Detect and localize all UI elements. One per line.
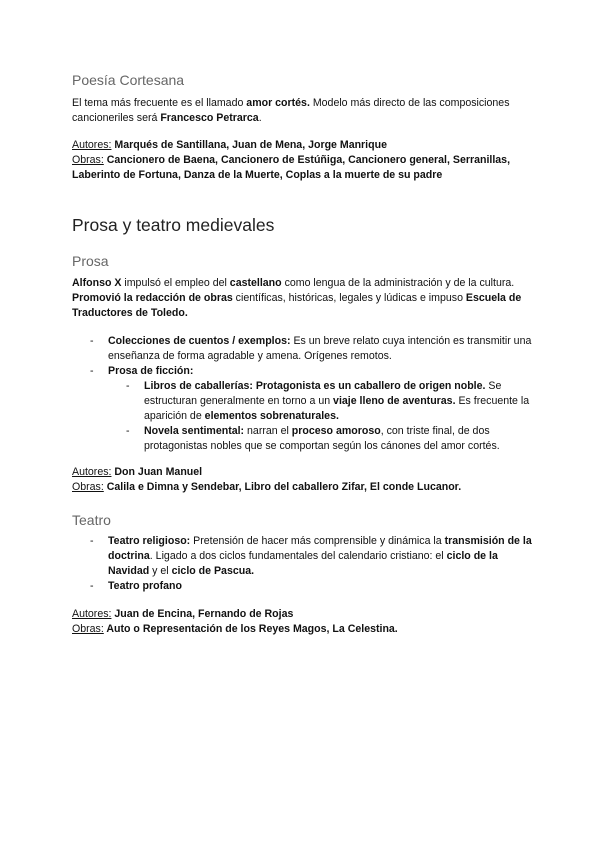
dash-bullet: - bbox=[126, 425, 130, 437]
text: científicas, históricas, legales y lúdicas e impuso bbox=[232, 292, 466, 304]
text: El tema más frecuente es el llamado bbox=[72, 97, 247, 109]
poesia-autores bbox=[72, 138, 542, 153]
section-heading-poesia: Poesía Cortesana bbox=[72, 72, 185, 88]
list-item-religioso bbox=[72, 534, 532, 579]
bold-text: ciclo de Pascua. bbox=[171, 565, 255, 577]
bold-text: amor cortés. bbox=[246, 97, 310, 109]
section-heading-teatro: Teatro bbox=[72, 512, 111, 528]
prosa-paragraph bbox=[72, 276, 532, 321]
text: Es frecuente la aparición de bbox=[144, 395, 530, 422]
ficcion-sublist bbox=[108, 379, 532, 454]
list-item-libros bbox=[108, 379, 532, 424]
obras-value: Auto o Representación de los Reyes Magos, La Celestina. bbox=[103, 623, 398, 635]
text: impulsó el empleo del bbox=[121, 277, 230, 289]
dash-bullet: - bbox=[90, 535, 94, 547]
teatro-list bbox=[72, 534, 532, 594]
dash-bullet: - bbox=[90, 335, 94, 347]
bold-text: proceso amoroso bbox=[291, 425, 381, 437]
bold-text: Francesco Petrarca bbox=[160, 112, 259, 124]
bold-text: Libros de caballerías: Protagonista es un caballero de origen noble. bbox=[144, 380, 486, 392]
bold-text: Teatro religioso: bbox=[108, 535, 191, 547]
bold-text: Escuela de Traductores de Toledo. bbox=[72, 292, 522, 319]
autores-value: Don Juan Manuel bbox=[111, 466, 203, 478]
bold-text: elementos sobrenaturales. bbox=[204, 410, 339, 422]
obras-label: Obras: bbox=[72, 154, 104, 166]
bold-text: Alfonso X bbox=[72, 277, 122, 289]
poesia-paragraph bbox=[72, 96, 532, 126]
prosa-autores bbox=[72, 465, 542, 480]
autores-value: Juan de Encina, Fernando de Rojas bbox=[111, 608, 294, 620]
obras-value: Calila e Dimna y Sendebar, Libro del caballero Zifar, El conde Lucanor. bbox=[103, 481, 462, 493]
dash-bullet: - bbox=[126, 380, 130, 392]
autores-value: Marqués de Santillana, Juan de Mena, Jorge Manrique bbox=[111, 139, 387, 151]
text: . bbox=[258, 112, 262, 124]
teatro-obras bbox=[72, 622, 542, 637]
list-item-profano bbox=[72, 579, 532, 594]
obras-label: Obras: bbox=[72, 623, 104, 635]
list-item-colecciones bbox=[72, 334, 532, 364]
bold-text: Promovió la redacción de obras bbox=[72, 292, 233, 304]
obras-label: Obras: bbox=[72, 481, 104, 493]
autores-label: Autores: bbox=[72, 139, 112, 151]
list-item-novela bbox=[108, 424, 532, 454]
text: Pretensión de hacer más comprensible y dinámica la bbox=[190, 535, 445, 547]
text: , con triste final, de dos protagonistas nobles que se comportan según los cánones del amor cortés. bbox=[144, 425, 500, 452]
section-heading-prosa-teatro: Prosa y teatro medievales bbox=[72, 215, 275, 235]
prosa-list bbox=[72, 334, 532, 454]
text: y el bbox=[149, 565, 172, 577]
obras-value: Cancionero de Baena, Cancionero de Estúñiga, Cancionero general, Serranillas, Laberinto de Fortuna, Danza de la Muerte, Coplas a la muerte de su padre bbox=[72, 154, 511, 181]
teatro-autores bbox=[72, 607, 542, 622]
text: Es un breve relato cuya intención es transmitir una enseñanza de forma agradable y amena. Orígenes remotos. bbox=[108, 335, 532, 362]
text: Modelo más directo de las composiciones cancioneriles será bbox=[72, 97, 510, 124]
text: . Ligado a dos ciclos fundamentales del calendario cristiano: el bbox=[149, 550, 447, 562]
list-item-ficcion bbox=[72, 364, 532, 454]
text: narran el bbox=[244, 425, 292, 437]
bold-text: transmisión de la doctrina bbox=[108, 535, 532, 562]
bold-text: Colecciones de cuentos / exemplos: bbox=[108, 335, 291, 347]
poesia-obras bbox=[72, 153, 542, 183]
autores-label: Autores: bbox=[72, 608, 112, 620]
bold-text: viaje lleno de aventuras. bbox=[333, 395, 456, 407]
text: como lengua de la administración y de la cultura. bbox=[281, 277, 515, 289]
text: Se estructuran generalmente en torno a un bbox=[144, 380, 502, 407]
bold-text: ciclo de la Navidad bbox=[108, 550, 498, 577]
bold-text: castellano bbox=[229, 277, 282, 289]
bold-text: Teatro profano bbox=[108, 580, 182, 592]
prosa-obras bbox=[72, 480, 542, 495]
bold-text: Prosa de ficción: bbox=[108, 365, 194, 377]
dash-bullet: - bbox=[90, 580, 94, 592]
section-heading-prosa: Prosa bbox=[72, 253, 109, 269]
bold-text: Novela sentimental: bbox=[144, 425, 245, 437]
autores-label: Autores: bbox=[72, 466, 112, 478]
dash-bullet: - bbox=[90, 365, 94, 377]
